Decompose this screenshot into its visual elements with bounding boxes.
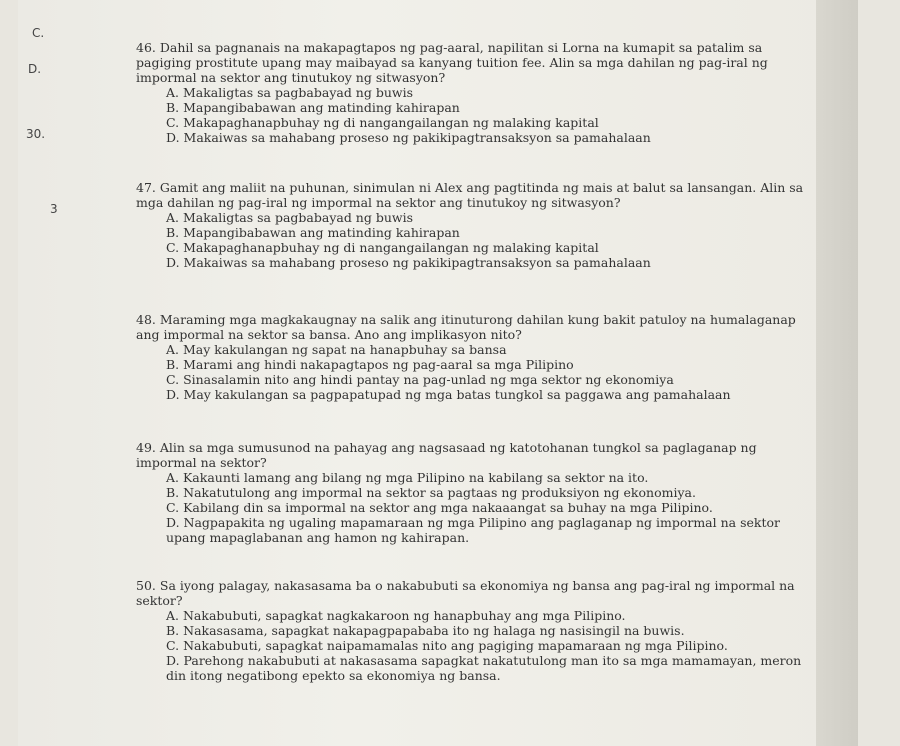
question-50 bbox=[136, 578, 816, 683]
choice-d: D. Parehong nakabubuti at nakasasama sapagkat nakatutulong man ito sa mga mamamayan, meron din itong negatibong epekto sa ekonomiya ng bansa. bbox=[166, 653, 802, 683]
question-number: 47. bbox=[136, 180, 156, 195]
question-stem bbox=[136, 180, 816, 210]
choice-b: B. Marami ang hindi nakapagtapos ng pag-aaral sa mga Pilipino bbox=[166, 357, 574, 372]
question-number: 49. bbox=[136, 440, 156, 455]
question-47 bbox=[136, 180, 816, 270]
question-stem bbox=[136, 40, 816, 85]
choice-list bbox=[136, 210, 816, 270]
question-text: Alin sa mga sumusunod na pahayag ang nagsasaad ng katotohanan tungkol sa paglaganap ng impormal na sektor? bbox=[136, 440, 757, 470]
question-stem bbox=[136, 312, 816, 342]
question-text: Maraming mga magkakaugnay na salik ang itinuturong dahilan kung bakit patuloy na humalaganap ang impormal na sektor sa bansa. Ano ang implikasyon nito? bbox=[136, 312, 796, 342]
choice-a: A. Nakabubuti, sapagkat nagkakaroon ng hanapbuhay ang mga Pilipino. bbox=[166, 608, 626, 623]
choice-b: B. Mapangibabawan ang matinding kahirapan bbox=[166, 225, 460, 240]
choice-d: D. Makaiwas sa mahabang proseso ng pakikipagtransaksyon sa pamahalaan bbox=[166, 130, 651, 145]
choice-list bbox=[136, 342, 816, 402]
choice-c: C. Kabilang din sa impormal na sektor ang mga nakaaangat sa buhay na mga Pilipino. bbox=[166, 500, 713, 515]
question-48 bbox=[136, 312, 816, 402]
question-stem bbox=[136, 578, 816, 608]
question-text: Gamit ang maliit na puhunan, sinimulan ni Alex ang pagtitinda ng mais at balut sa lansangan. Alin sa mga dahilan ng pag-iral ng impormal na sektor ang tinutukoy ng sitwasyon? bbox=[136, 180, 804, 210]
margin-mark: 30. bbox=[26, 127, 46, 141]
choice-b: B. Mapangibabawan ang matinding kahirapan bbox=[166, 100, 460, 115]
choice-c: C. Makapaghanapbuhay ng di nangangailangan ng malaking kapital bbox=[166, 115, 599, 130]
question-stem bbox=[136, 440, 816, 470]
question-number: 46. bbox=[136, 40, 156, 55]
choice-list bbox=[136, 470, 816, 545]
choice-list bbox=[136, 85, 816, 145]
choice-c: C. Makapaghanapbuhay ng di nangangailangan ng malaking kapital bbox=[166, 240, 599, 255]
choice-a: A. Kakaunti lamang ang bilang ng mga Pilipino na kabilang sa sektor na ito. bbox=[166, 470, 649, 485]
margin-mark: C. bbox=[32, 26, 45, 40]
question-text: Dahil sa pagnanais na makapagtapos ng pag-aaral, napilitan si Lorna na kumapit sa patalim sa pagiging prostitute upang may maibayad sa kanyang tuition fee. Alin sa mga dahilan ng pag-iral ng impormal na sektor ang tinutukoy ng sitwasyon? bbox=[136, 40, 768, 85]
choice-a: A. Makaligtas sa pagbabayad ng buwis bbox=[166, 85, 413, 100]
choice-d: D. May kakulangan sa pagpapatupad ng mga batas tungkol sa paggawa ang pamahalaan bbox=[166, 387, 731, 402]
choice-c: C. Nakabubuti, sapagkat naipamamalas nito ang pagiging mapamaraan ng mga Pilipino. bbox=[166, 638, 728, 653]
question-number: 50. bbox=[136, 578, 156, 593]
choice-b: B. Nakatutulong ang impormal na sektor sa pagtaas ng produksiyon ng ekonomiya. bbox=[166, 485, 696, 500]
choice-d: D. Nagpapakita ng ugaling mapamaraan ng mga Pilipino ang paglaganap ng impormal na sektor upang mapaglabanan ang hamon ng kahirapan. bbox=[166, 515, 780, 545]
choice-list bbox=[136, 608, 816, 683]
choice-b: B. Nakasasama, sapagkat nakapagpapababa ito ng halaga ng nasisingil na buwis. bbox=[166, 623, 685, 638]
question-46 bbox=[136, 40, 816, 145]
choice-c: C. Sinasalamin nito ang hindi pantay na pag-unlad ng mga sektor ng ekonomiya bbox=[166, 372, 674, 387]
page-edge-shadow bbox=[816, 0, 858, 746]
choice-a: A. Makaligtas sa pagbabayad ng buwis bbox=[166, 210, 413, 225]
question-49 bbox=[136, 440, 816, 545]
document-page bbox=[18, 0, 858, 746]
choice-a: A. May kakulangan ng sapat na hanapbuhay sa bansa bbox=[166, 342, 507, 357]
question-number: 48. bbox=[136, 312, 156, 327]
margin-mark: D. bbox=[28, 62, 42, 76]
choice-d: D. Makaiwas sa mahabang proseso ng pakikipagtransaksyon sa pamahalaan bbox=[166, 255, 651, 270]
margin-mark: 3 bbox=[50, 202, 58, 216]
question-text: Sa iyong palagay, nakasasama ba o nakabubuti sa ekonomiya ng bansa ang pag-iral ng impormal na sektor? bbox=[136, 578, 795, 608]
